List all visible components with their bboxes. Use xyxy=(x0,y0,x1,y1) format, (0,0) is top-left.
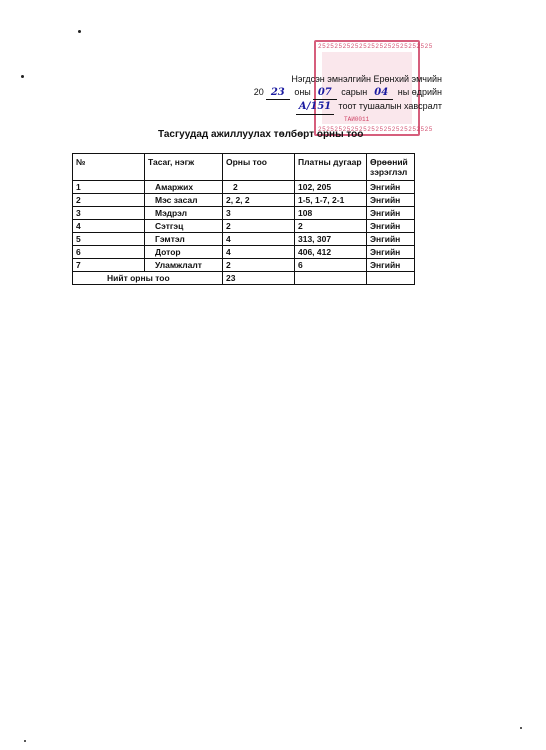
cell-bed-count: 2 xyxy=(223,181,295,194)
table-row xyxy=(73,181,415,194)
cell-room-numbers: 2 xyxy=(295,220,367,233)
approval-authority: Нэгдсэн эмнэлгийн Ерөнхий эмчийн xyxy=(291,74,442,84)
cell-room-type: Энгийн xyxy=(367,220,415,233)
cell-department: Сэтгэц xyxy=(145,220,223,233)
header-department: Тасаг, нэгж xyxy=(145,154,223,181)
month-suffix: сарын xyxy=(341,86,368,97)
cell-room-numbers: 406, 412 xyxy=(295,246,367,259)
header-bed-count: Орны тоо xyxy=(223,154,295,181)
paid-beds-table xyxy=(72,153,415,285)
approval-line-3 xyxy=(254,100,442,115)
table-total-row xyxy=(73,272,415,285)
handwritten-year: 23 xyxy=(266,87,290,101)
cell-room-numbers: 108 xyxy=(295,207,367,220)
total-empty-cell xyxy=(295,272,367,285)
cell-room-numbers: 102, 205 xyxy=(295,181,367,194)
scan-speck xyxy=(21,75,24,78)
cell-room-numbers: 313, 307 xyxy=(295,233,367,246)
stamp-band-bottom: 2525252525252525252525252525 xyxy=(318,126,433,133)
total-bed-count: 23 xyxy=(223,272,295,285)
cell-room-numbers: 6 xyxy=(295,259,367,272)
cell-room-type: Энгийн xyxy=(367,207,415,220)
table-row xyxy=(73,233,415,246)
table-row xyxy=(73,194,415,207)
cell-room-type: Энгийн xyxy=(367,246,415,259)
cell-no: 4 xyxy=(73,220,145,233)
cell-room-type: Энгийн xyxy=(367,194,415,207)
approval-line-1 xyxy=(254,73,442,86)
day-suffix: ны өдрийн xyxy=(397,86,442,97)
cell-room-type: Энгийн xyxy=(367,259,415,272)
table-row xyxy=(73,246,415,259)
document-title: Тасгуудад ажиллуулах төлбөрт орны тоо xyxy=(158,129,364,140)
cell-bed-count: 2 xyxy=(223,220,295,233)
total-empty-cell xyxy=(367,272,415,285)
cell-department: Уламжлалт xyxy=(145,259,223,272)
table-row xyxy=(73,259,415,272)
cell-department: Гэмтэл xyxy=(145,233,223,246)
cell-bed-count: 2 xyxy=(223,259,295,272)
cell-department: Мэдрэл xyxy=(145,207,223,220)
cell-no: 1 xyxy=(73,181,145,194)
cell-no: 6 xyxy=(73,246,145,259)
handwritten-month: 07 xyxy=(313,87,337,101)
cell-no: 5 xyxy=(73,233,145,246)
cell-no: 7 xyxy=(73,259,145,272)
stamp-band-top: 2525252525252525252525252525 xyxy=(318,43,433,50)
cell-room-type: Энгийн xyxy=(367,233,415,246)
header-room-numbers: Платны дугаар xyxy=(295,154,367,181)
header-no: № xyxy=(73,154,145,181)
scan-speck xyxy=(24,740,26,742)
approval-block xyxy=(254,73,442,115)
total-label: Нийт орны тоо xyxy=(73,272,223,285)
cell-no: 3 xyxy=(73,207,145,220)
cell-department: Амаржих xyxy=(145,181,223,194)
handwritten-order-number: А/151 xyxy=(296,101,334,115)
cell-bed-count: 4 xyxy=(223,233,295,246)
scan-speck xyxy=(520,727,522,729)
stamp-code: ТАИ0011 xyxy=(344,116,370,123)
cell-department: Мэс засал xyxy=(145,194,223,207)
cell-department: Дотор xyxy=(145,246,223,259)
table-header-row xyxy=(73,154,415,181)
header-room-type: Өрөөний зэрэглэл xyxy=(367,154,415,181)
order-suffix: тоот тушаалын хавсралт xyxy=(338,101,442,111)
handwritten-day: 04 xyxy=(369,87,393,101)
cell-bed-count: 2, 2, 2 xyxy=(223,194,295,207)
approval-line-2 xyxy=(254,86,442,101)
cell-bed-count: 4 xyxy=(223,246,295,259)
year-suffix: оны xyxy=(294,86,311,97)
table-row xyxy=(73,207,415,220)
cell-bed-count: 3 xyxy=(223,207,295,220)
cell-room-type: Энгийн xyxy=(367,181,415,194)
table-row xyxy=(73,220,415,233)
scan-speck xyxy=(78,30,81,33)
year-prefix: 20 xyxy=(253,86,264,97)
cell-room-numbers: 1-5, 1-7, 2-1 xyxy=(295,194,367,207)
cell-no: 2 xyxy=(73,194,145,207)
